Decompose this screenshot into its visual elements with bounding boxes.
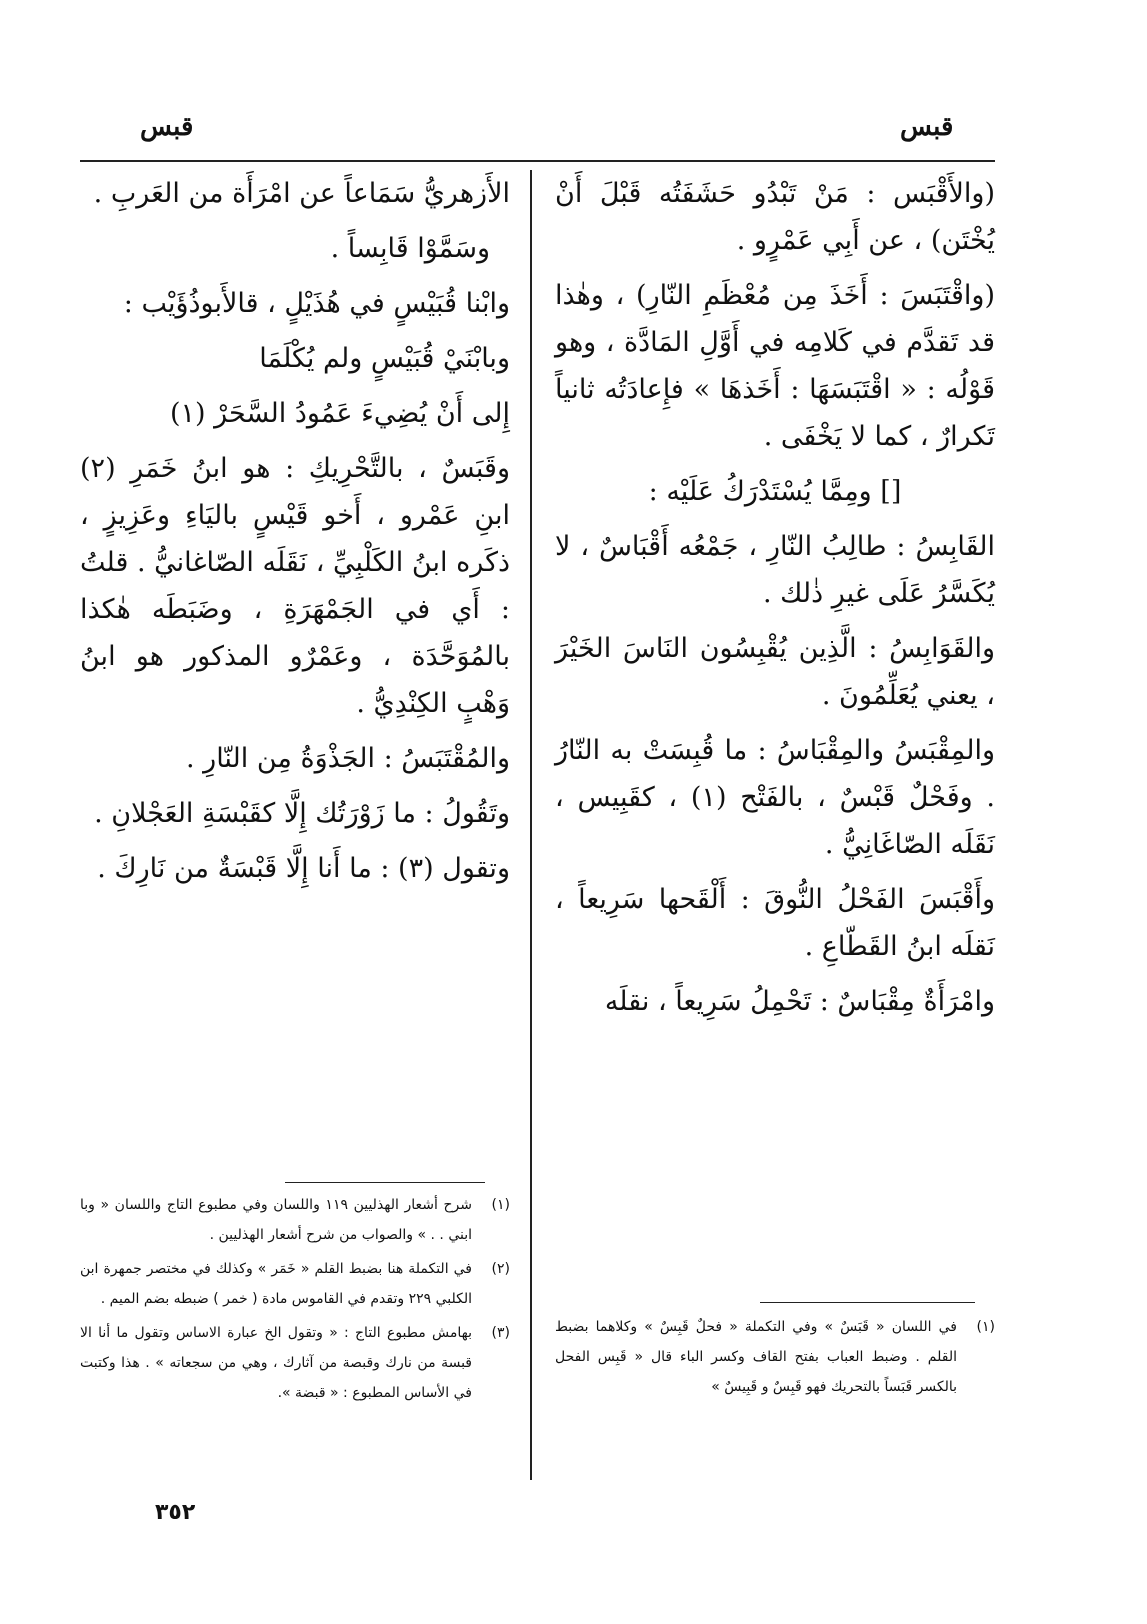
verse-line: إِلى أَنْ يُضِيءَ عَمُودُ السَّحَرْ (١)	[169, 398, 510, 429]
footnotes-left	[80, 1190, 510, 1412]
paragraph: القَابِسُ : طالِبُ النّارِ ، جَمْعُه أَقْبَاسٌ ، لا يُكَسَّرُ عَلَى غيرِ ذٰلك .	[555, 531, 995, 609]
footnote	[555, 1312, 995, 1402]
paragraph: وتَقُولُ : ما زَوْرَتُك إِلَّا كقَبْسَةِ العَجْلانِ .	[94, 798, 510, 829]
footnote-text: في اللسان « قَبَسٌ » وفي التكملة « فحلٌ قَبِسٌ » وكلاهما بضبط القلم . وضبط العباب بفتح القاف وكسر الباء قال « قَبِس الفحل بالكسر قَبَساً بالتحريك فهو قَبِسٌ و قَبِيسٌ »	[555, 1319, 957, 1395]
column-divider	[530, 170, 532, 1480]
header-word-left: قبس	[140, 112, 194, 142]
footnotes-right	[555, 1312, 995, 1406]
paragraph: وسَمَّوْا قَابِساً .	[330, 233, 490, 264]
footnote	[80, 1190, 510, 1250]
footnote-rule-right	[760, 1302, 975, 1303]
paragraph: (والأَقْبَس : مَنْ تَبْدُو حَشَفَتُه قَبْلَ أَنْ يُخْتَن) ، عن أَبِي عَمْرٍو .	[555, 178, 995, 256]
footnote-number: (٢)	[491, 1261, 510, 1277]
left-column	[80, 170, 510, 900]
paragraph: وأَقْبَسَ الفَحْلُ النُّوقَ : أَلْقَحها سَرِيعاً ، نَقلَه ابنُ القَطّاعِ .	[555, 884, 995, 962]
paragraph: [] ومِمَّا يُسْتَدْرَكُ عَلَيْه :	[648, 476, 902, 507]
footnote-number: (٣)	[491, 1325, 510, 1341]
paragraph: وامْرَأَةٌ مِقْبَاسٌ : تَحْمِلُ سَرِيعاً ، نقلَه	[604, 986, 995, 1017]
paragraph: وتقول (٣) : ما أَنا إِلَّا قَبْسَةٌ من نَارِكَ .	[97, 853, 510, 884]
footnote-text: شرح أشعار الهذليين ١١٩ واللسان وفي مطبوع التاج واللسان « وبا ابني . . » والصواب من شرح أشعار الهذليين .	[80, 1197, 472, 1243]
paragraph: الأَزهريُّ سَمَاعاً عن امْرَأَة من العَربِ .	[93, 178, 510, 209]
footnote-number: (١)	[491, 1197, 510, 1213]
paragraph: والمُقْتَبَسُ : الجَذْوَةُ مِن النّارِ .	[185, 743, 510, 774]
paragraph: والقَوَابِسُ : الَّذِين يُقْبِسُون النَاسَ الخَيْرَ ، يعني يُعَلِّمُونَ .	[555, 633, 995, 711]
footnote	[80, 1254, 510, 1314]
header-rule	[80, 160, 995, 162]
header-word-right: قبس	[900, 112, 954, 142]
footnote	[80, 1318, 510, 1408]
paragraph: وقَبَسٌ ، بالتَّحْرِيكِ : هو ابنُ خَمَرِ (٢) ابنِ عَمْرو ، أَخو قَيْسٍ باليَاءِ وعَزِيزٍ ، ذكَره ابنُ الكَلْبِيِّ ، نَقَلَه الصّاغانيُّ . قلتُ : أَي في الجَمْهَرَةِ ، وضَبَطَه هٰكذا بالمُوَحَّدَة ، وعَمْرٌو المذكور هو ابنُ وَهْبٍ الكِنْدِيُّ .	[80, 453, 510, 719]
footnote-text: في التكملة هنا بضبط القلم « خَمَر » وكذلك في مختصر جمهرة ابن الكلبي ٢٢٩ وتقدم في القاموس مادة ( خمر ) ضبطه بضم الميم .	[80, 1261, 472, 1307]
footnote-text: بهامش مطبوع التاج : « وتقول الخ عبارة الاساس وتقول ما أنا الا قبسة من نارك وقبصة من آثارك ، وهي من سجعاته » . هذا وكتبت في الأساس المطبوع : « قبضة ».	[80, 1325, 472, 1401]
right-column	[555, 170, 995, 1033]
page-number: ٣٥٢	[155, 1500, 196, 1525]
footnote-rule-left	[285, 1182, 485, 1183]
verse-line: وبابْنَيْ قُبَيْسٍ ولم يُكْلَمَا	[259, 343, 510, 374]
paragraph: والمِقْبَسُ والمِقْبَاسُ : ما قُبِسَتْ به النّارُ . وفَحْلٌ قَبْسٌ ، بالفَتْح (١) ، كقَبِيس ، نَقَلَه الصّاغَانِيُّ .	[555, 735, 995, 860]
footnote-number: (١)	[976, 1319, 995, 1335]
paragraph: وابْنا قُبَيْسٍ في هُذَيْلٍ ، قالأَبوذُؤَيْب :	[123, 288, 510, 319]
paragraph: (واقْتَبَسَ : أَخَذَ مِن مُعْظَمِ النّارِ) ، وهٰذا قد تَقدَّم في كَلامِه في أَوَّلِ المَادَّة ، وهو قَوْلُه : « اقْتَبَسَهَا : أَخَذهَا » فإِعادَتُه ثانياً تَكرارٌ ، كما لا يَخْفَى .	[555, 280, 995, 452]
